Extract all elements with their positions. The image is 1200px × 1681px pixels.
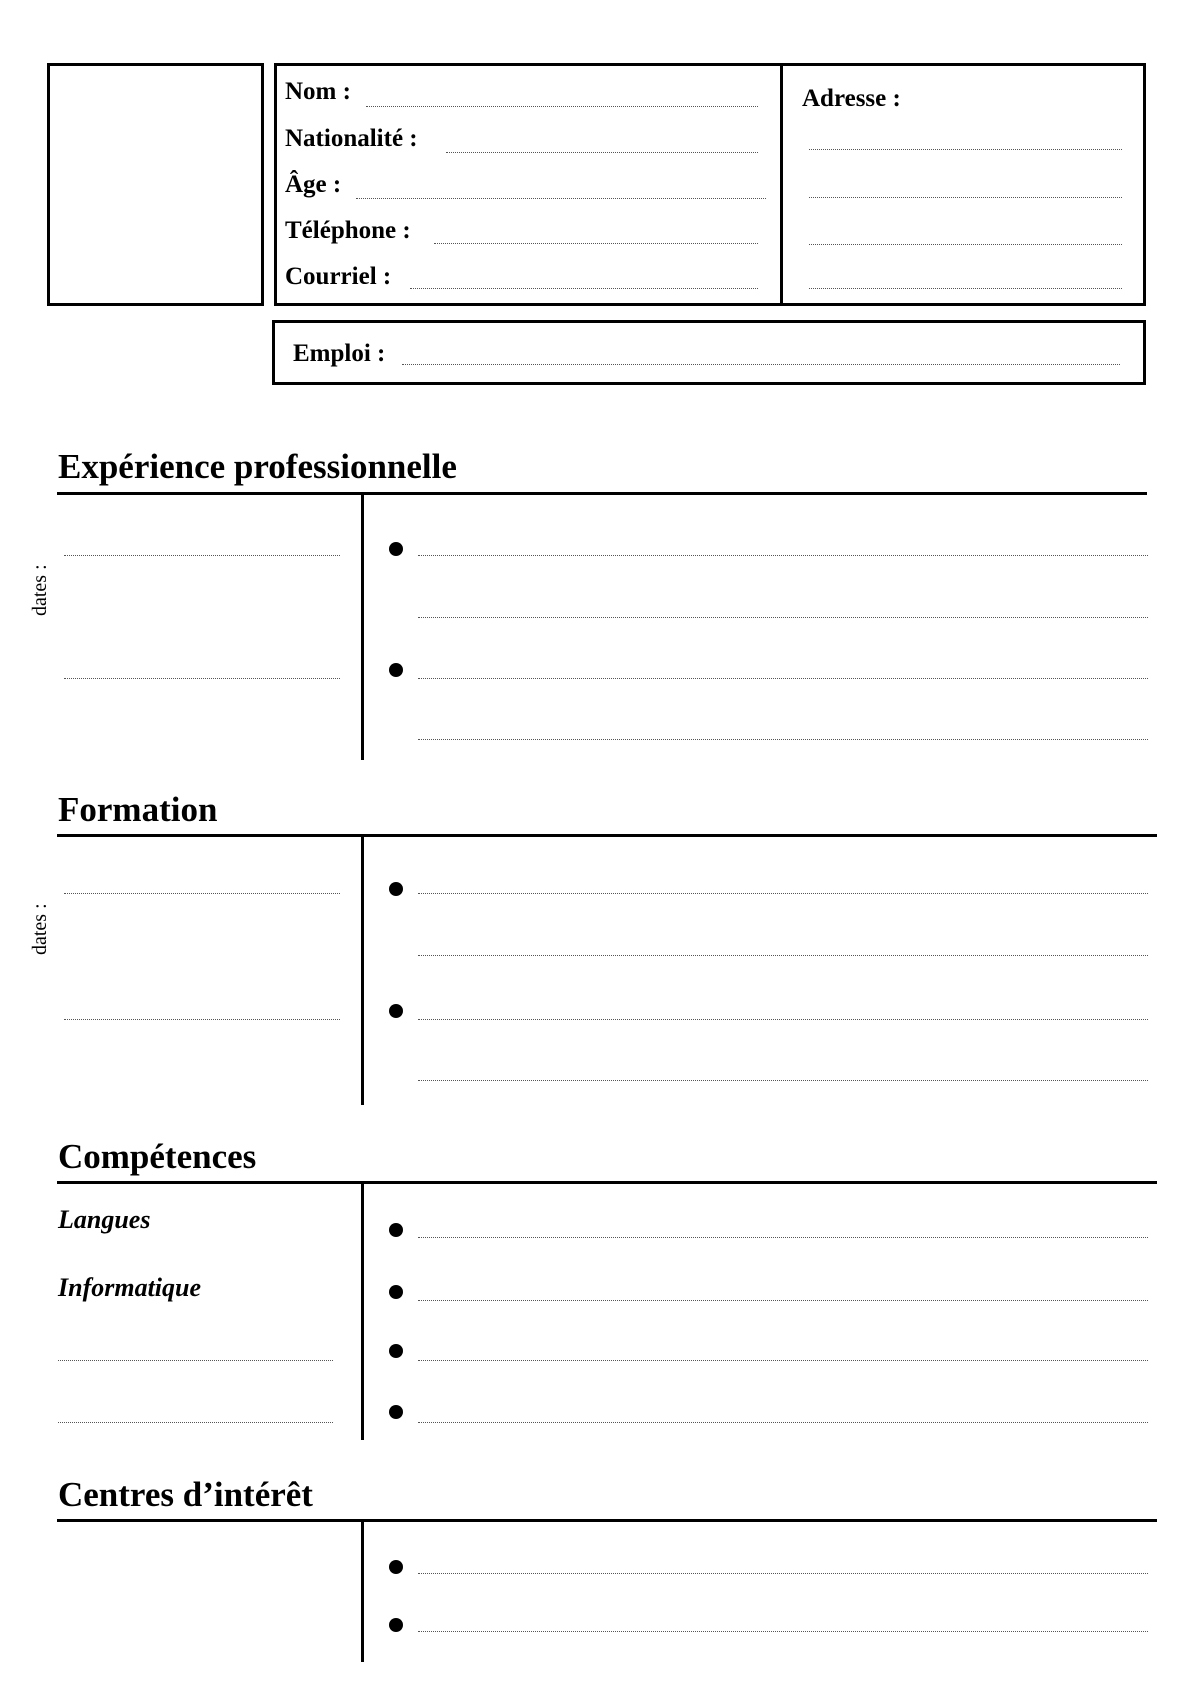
name-label: Nom : xyxy=(285,78,351,105)
languages-label: Langues xyxy=(58,1205,151,1234)
skills-bullet-3 xyxy=(389,1344,403,1358)
skills-line-2[interactable] xyxy=(418,1300,1148,1301)
interests-bullet-2 xyxy=(389,1618,403,1632)
identity-divider xyxy=(780,63,783,306)
education-rule xyxy=(57,834,1157,837)
nationality-field[interactable] xyxy=(446,152,758,153)
age-field[interactable] xyxy=(356,198,766,199)
age-label: Âge : xyxy=(285,171,342,198)
interests-divider xyxy=(361,1522,364,1662)
skills-category-3[interactable] xyxy=(58,1360,333,1361)
photo-box xyxy=(47,63,264,306)
education-dates-label: dates : xyxy=(29,903,51,955)
skills-divider xyxy=(361,1184,364,1440)
interests-line-2[interactable] xyxy=(418,1631,1148,1632)
experience-date-1[interactable] xyxy=(64,555,340,556)
computing-label: Informatique xyxy=(58,1273,202,1302)
address-line-1[interactable] xyxy=(809,149,1122,150)
experience-title: Expérience professionnelle xyxy=(58,447,457,486)
education-date-1[interactable] xyxy=(64,893,340,894)
skills-category-4[interactable] xyxy=(58,1422,333,1423)
skills-line-3[interactable] xyxy=(418,1360,1148,1361)
phone-field[interactable] xyxy=(434,243,758,244)
address-line-2[interactable] xyxy=(809,197,1122,198)
experience-line-1[interactable] xyxy=(418,555,1148,556)
education-line-3[interactable] xyxy=(418,1019,1148,1020)
skills-line-1[interactable] xyxy=(418,1237,1148,1238)
interests-line-1[interactable] xyxy=(418,1573,1148,1574)
job-field[interactable] xyxy=(402,364,1120,365)
experience-bullet-2 xyxy=(389,663,403,677)
education-date-2[interactable] xyxy=(64,1019,340,1020)
experience-line-4[interactable] xyxy=(418,739,1148,740)
phone-label: Téléphone : xyxy=(285,217,411,244)
experience-rule xyxy=(57,492,1147,495)
job-box xyxy=(272,320,1146,385)
interests-bullet-1 xyxy=(389,1560,403,1574)
skills-title: Compétences xyxy=(58,1137,257,1176)
skills-bullet-2 xyxy=(389,1285,403,1299)
address-line-3[interactable] xyxy=(809,244,1122,245)
experience-line-3[interactable] xyxy=(418,678,1148,679)
skills-line-4[interactable] xyxy=(418,1422,1148,1423)
education-line-4[interactable] xyxy=(418,1080,1148,1081)
experience-bullet-1 xyxy=(389,542,403,556)
experience-divider xyxy=(361,495,364,760)
education-line-2[interactable] xyxy=(418,955,1148,956)
job-label: Emploi : xyxy=(293,340,386,367)
nationality-label: Nationalité : xyxy=(285,125,418,152)
email-label: Courriel : xyxy=(285,263,392,290)
interests-title: Centres d’intérêt xyxy=(58,1475,313,1514)
experience-line-2[interactable] xyxy=(418,617,1148,618)
education-bullet-1 xyxy=(389,882,403,896)
interests-rule xyxy=(57,1519,1157,1522)
skills-bullet-4 xyxy=(389,1405,403,1419)
identity-box xyxy=(274,63,1146,306)
email-field[interactable] xyxy=(410,288,758,289)
education-divider xyxy=(361,837,364,1105)
education-bullet-2 xyxy=(389,1004,403,1018)
education-title: Formation xyxy=(58,790,218,829)
skills-rule xyxy=(57,1181,1157,1184)
experience-date-2[interactable] xyxy=(64,678,340,679)
education-line-1[interactable] xyxy=(418,893,1148,894)
skills-bullet-1 xyxy=(389,1223,403,1237)
name-field[interactable] xyxy=(366,106,758,107)
address-line-4[interactable] xyxy=(809,288,1122,289)
experience-dates-label: dates : xyxy=(29,564,51,616)
address-label: Adresse : xyxy=(802,85,901,112)
